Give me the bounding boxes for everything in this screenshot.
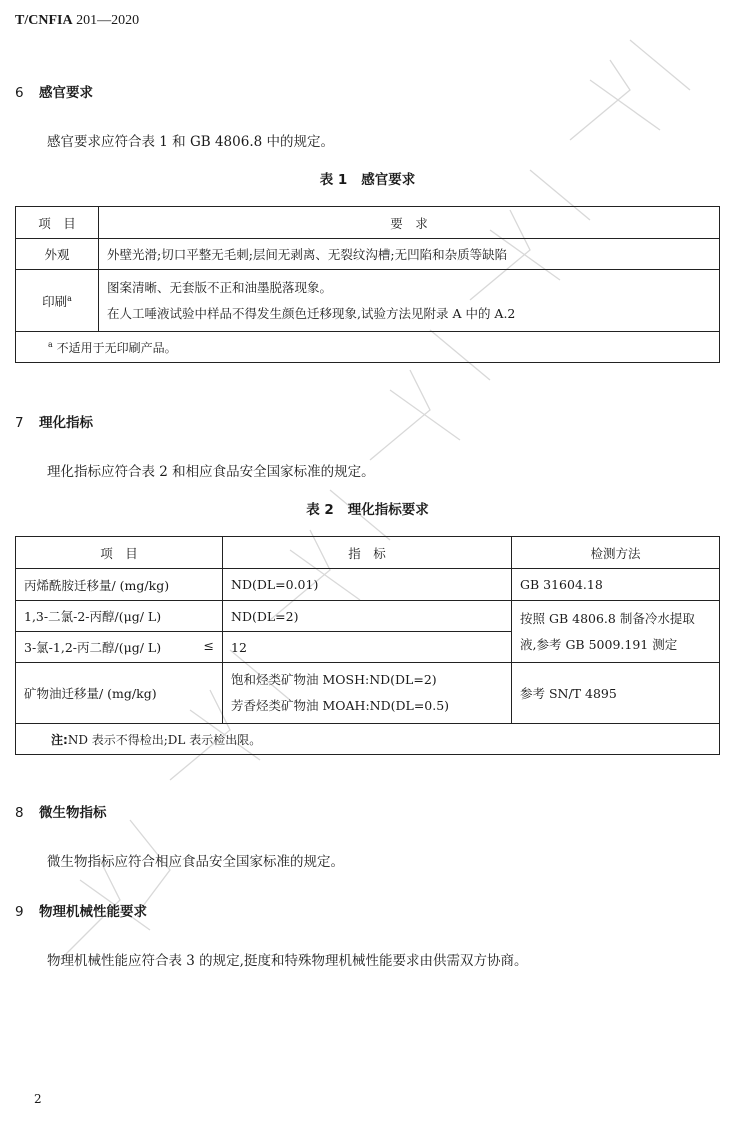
section-title: 感官要求 [39,85,93,101]
table1 [15,206,720,363]
item-cell: 丙烯酰胺迁移量/ (mg/kg) [16,569,223,601]
item-cell: 外观 [16,239,99,270]
index-cell: 12 [223,632,512,663]
index-line: 芳香烃类矿物油 MOAH:ND(DL=0.5) [231,698,450,713]
header-cell: 要 求 [99,207,720,239]
footnote-marker: a [48,339,53,349]
index-cell: ND(DL=2) [223,601,512,632]
section-title: 理化指标 [39,415,93,431]
caption-title: 感官要求 [361,172,416,188]
index-line: 饱和烃类矿物油 MOSH:ND(DL=2) [231,672,437,687]
section-number: 6 [15,85,24,101]
caption-number: 表 1 [319,172,348,188]
footnote-marker: a [67,293,72,303]
header-cell: 项 目 [16,537,223,569]
section-6-heading [15,81,93,101]
method-cell [512,601,720,663]
footnote-cell [16,332,720,363]
standard-number: 201—2020 [76,13,140,28]
header-cell: 检测方法 [512,537,720,569]
requirement-line: 图案清晰、无套版不正和油墨脱落现象。 [107,279,333,295]
caption-title: 理化指标要求 [347,502,429,518]
method-cell: GB 31604.18 [512,569,720,601]
section-8-heading [15,801,107,821]
item-cell: 1,3-二氯-2-丙醇/(μg/ L) [16,601,223,632]
header-cell: 指 标 [223,537,512,569]
method-line: 按照 GB 4806.8 制备冷水提取 [520,610,695,626]
table-row [16,270,720,332]
footnote-text: 不适用于无印刷产品。 [56,340,177,355]
method-cell: 参考 SN/T 4895 [512,663,720,724]
section-8-text: 微生物指标应符合相应食品安全国家标准的规定。 [47,854,344,870]
table-footnote-row [16,332,720,363]
index-cell: ND(DL=0.01) [223,569,512,601]
table1-caption [0,168,735,188]
section-number: 7 [15,415,24,431]
table-header-row [16,537,720,569]
index-cell [223,663,512,724]
standard-prefix: T/CNFIA [15,13,73,28]
item-text: 3-氯-1,2-丙二醇/(μg/ L) [24,640,162,655]
item-cell [16,270,99,332]
method-line: 液,参考 GB 5009.191 测定 [520,636,678,652]
note-text: ND 表示不得检出;DL 表示检出限。 [67,732,262,747]
document-header [15,13,139,29]
table-row [16,601,720,632]
table-row [16,663,720,724]
section-number: 9 [15,904,24,920]
item-text: 印刷 [42,293,68,309]
section-title: 物理机械性能要求 [39,904,147,920]
section-7-heading [15,411,93,431]
watermark-text: 全国团体标准信息平台 [0,0,10,1]
page-number: 2 [34,1092,42,1106]
table-row [16,569,720,601]
section-number: 8 [15,805,24,821]
section-7-text: 理化指标应符合表 2 和相应食品安全国家标准的规定。 [47,464,375,480]
item-cell [16,632,223,663]
table-row [16,239,720,270]
table2-caption [0,498,735,518]
table-note-row [16,724,720,755]
item-cell: 矿物油迁移量/ (mg/kg) [16,663,223,724]
section-title: 微生物指标 [39,805,107,821]
section-9-text: 物理机械性能应符合表 3 的规定,挺度和特殊物理机械性能要求由供需双方协商。 [47,953,528,969]
requirement-line: 在人工唾液试验中样品不得发生颜色迁移现象,试验方法见附录 A 中的 A.2 [107,305,516,321]
note-label: 注: [51,732,68,747]
requirement-cell [99,270,720,332]
header-cell: 项 目 [16,207,99,239]
table2 [15,536,720,755]
less-equal-sign: ≤ [203,638,214,653]
caption-number: 表 2 [306,502,334,518]
section-9-heading [15,900,147,920]
table-header-row [16,207,720,239]
note-cell [16,724,720,755]
section-6-text: 感官要求应符合表 1 和 GB 4806.8 中的规定。 [47,134,334,150]
requirement-cell: 外壁光滑;切口平整无毛刺;层间无剥离、无裂纹沟槽;无凹陷和杂质等缺陷 [99,239,720,270]
